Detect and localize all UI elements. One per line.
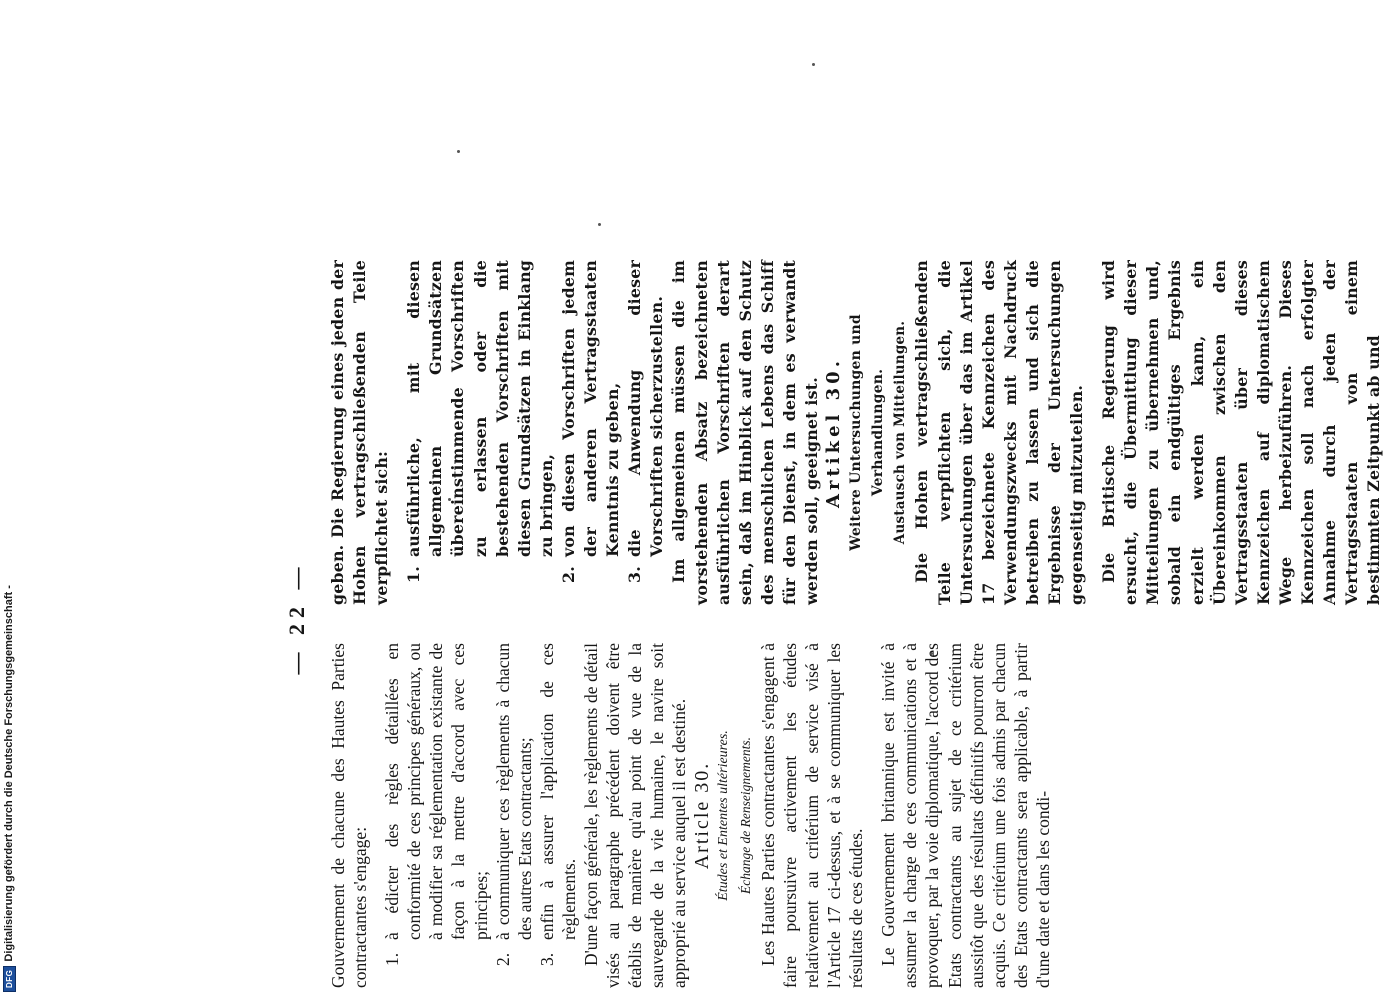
german-list-item-1 xyxy=(403,260,558,605)
german-article-subheading: Weitere Untersuchungen und Verhandlungen. xyxy=(848,314,887,551)
german-intro: geben. Die Regierung eines jeden der Hohen vertragschließenden Teile verpflichtet sich: xyxy=(328,260,392,605)
french-article-subheading: Études et Ententes ultérieures. xyxy=(715,730,731,901)
french-column xyxy=(327,643,1054,988)
credit-text: Digitalisierung gefördert durch die Deutsche Forschungsgemeinschaft - xyxy=(3,585,15,962)
list-text: enfin à assurer l'application de ces règlements. xyxy=(536,643,579,940)
german-column xyxy=(327,260,1383,605)
german-section-heading: Austausch von Mitteilungen. xyxy=(892,320,909,545)
list-text: die Anwendung dieser Vorschriften sicherzustellen. xyxy=(625,260,667,557)
french-article-heading: Article 30. xyxy=(690,761,713,870)
dfg-logo-icon: DFG xyxy=(3,966,16,992)
list-number: 3. xyxy=(625,566,645,583)
list-text: à édicter des règles détaillées en conformité de ces principes généraux, ou à modifier sa réglementation existante de façon à la mettre d'accord avec ces principes; xyxy=(382,643,491,940)
list-number: 1. xyxy=(404,566,424,583)
digitization-credit xyxy=(1,585,17,992)
page-number: — 22 — xyxy=(284,561,309,675)
list-number: 2. xyxy=(558,566,578,583)
scan-speck xyxy=(457,150,460,153)
french-section-heading: Échange de Renseignements. xyxy=(737,736,753,895)
list-number: 2. xyxy=(492,952,513,966)
german-list-item-3 xyxy=(624,260,668,605)
french-intro: Gouvernement de chacune des Hautes Parties contractantes s'engage: xyxy=(328,643,371,988)
scan-speck xyxy=(598,223,601,226)
french-list-item-3 xyxy=(536,643,580,988)
french-list-item-2 xyxy=(492,643,536,988)
german-paragraph-1: Im allgemeinen müssen die im vorstehenden Absatz bezeichneten ausführlichen Vorschriften derart sein, daß im Hinblick auf den Schutz des menschlichen Lebens das Schiff für den Dienst, in dem es verwandt werden soll, geeignet ist. xyxy=(669,260,821,605)
german-article-heading: Artikel 30. xyxy=(823,357,845,508)
french-paragraph-1: D'une façon générale, les règlements de détail visés au paragraphe précédent doivent être établis de manière qu'au point de vue de la sauvegarde de la vie humaine, le navire soit approprié au service auquel il est destiné. xyxy=(581,643,690,988)
german-paragraph-3: Die Britische Regierung wird ersucht, die Übermittlung dieser Mitteilungen zu übernehmen und, sobald ein endgültiges Ergebnis erzielt werden kann, ein Übereinkommen zwischen den Vertragsstaaten über dieses Kennzeichen auf diplomatischem Wege herbeizuführen. Dieses Kennzeichen soll nach erfolgter Annahme durch jeden der Vertragsstaaten von einem bestimmten Zeitpunkt ab und xyxy=(1099,260,1383,605)
list-number: 1. xyxy=(382,952,403,966)
german-list-item-2 xyxy=(558,260,624,605)
list-text: von diesen Vorschriften jedem der anderen Vertragsstaaten Kenntnis zu geben, xyxy=(558,260,623,557)
list-text: ausführliche, mit diesen allgemeinen Grundsätzen übereinstimmende Vorschriften zu erlassen oder die bestehenden Vorschriften mit diesen Grundsätzen in Einklang zu bringen, xyxy=(404,260,556,557)
rotated-text-block xyxy=(279,248,1383,988)
list-text: à communiquer ces règlements à chacun des autres Etats contractants; xyxy=(492,643,535,940)
french-paragraph-2: Les Hautes Parties contractantes s'engagent à faire poursuivre activement les études relativement au critérium de service visé à l'Article 17 ci-dessus, et à se communiquer les résultats de ces études. xyxy=(757,643,867,988)
french-list-item-1 xyxy=(381,643,491,988)
french-paragraph-3: Le Gouvernement britannique est invité à assumer la charge de ces communications et à provoquer, par la voie diplomatique, l'accord des Etats contractants au sujet de ce critérium aussitôt que des résultats définitifs pourront être acquis. Ce critérium une fois admis par chacun des Etats contractants sera applicable, à partir d'une date et dans les condi- xyxy=(878,643,1053,988)
list-number: 3. xyxy=(536,952,557,966)
scan-speck xyxy=(812,63,815,66)
german-paragraph-2: Die Hohen vertragschließenden Teile verpflichten sich, die Untersuchungen über das im Artikel 17 bezeichnete Kennzeichen des Verwendungszwecks mit Nachdruck betreiben zu lassen und sich die Ergebnisse der Untersuchungen gegenseitig mitzuteilen. xyxy=(912,260,1087,605)
